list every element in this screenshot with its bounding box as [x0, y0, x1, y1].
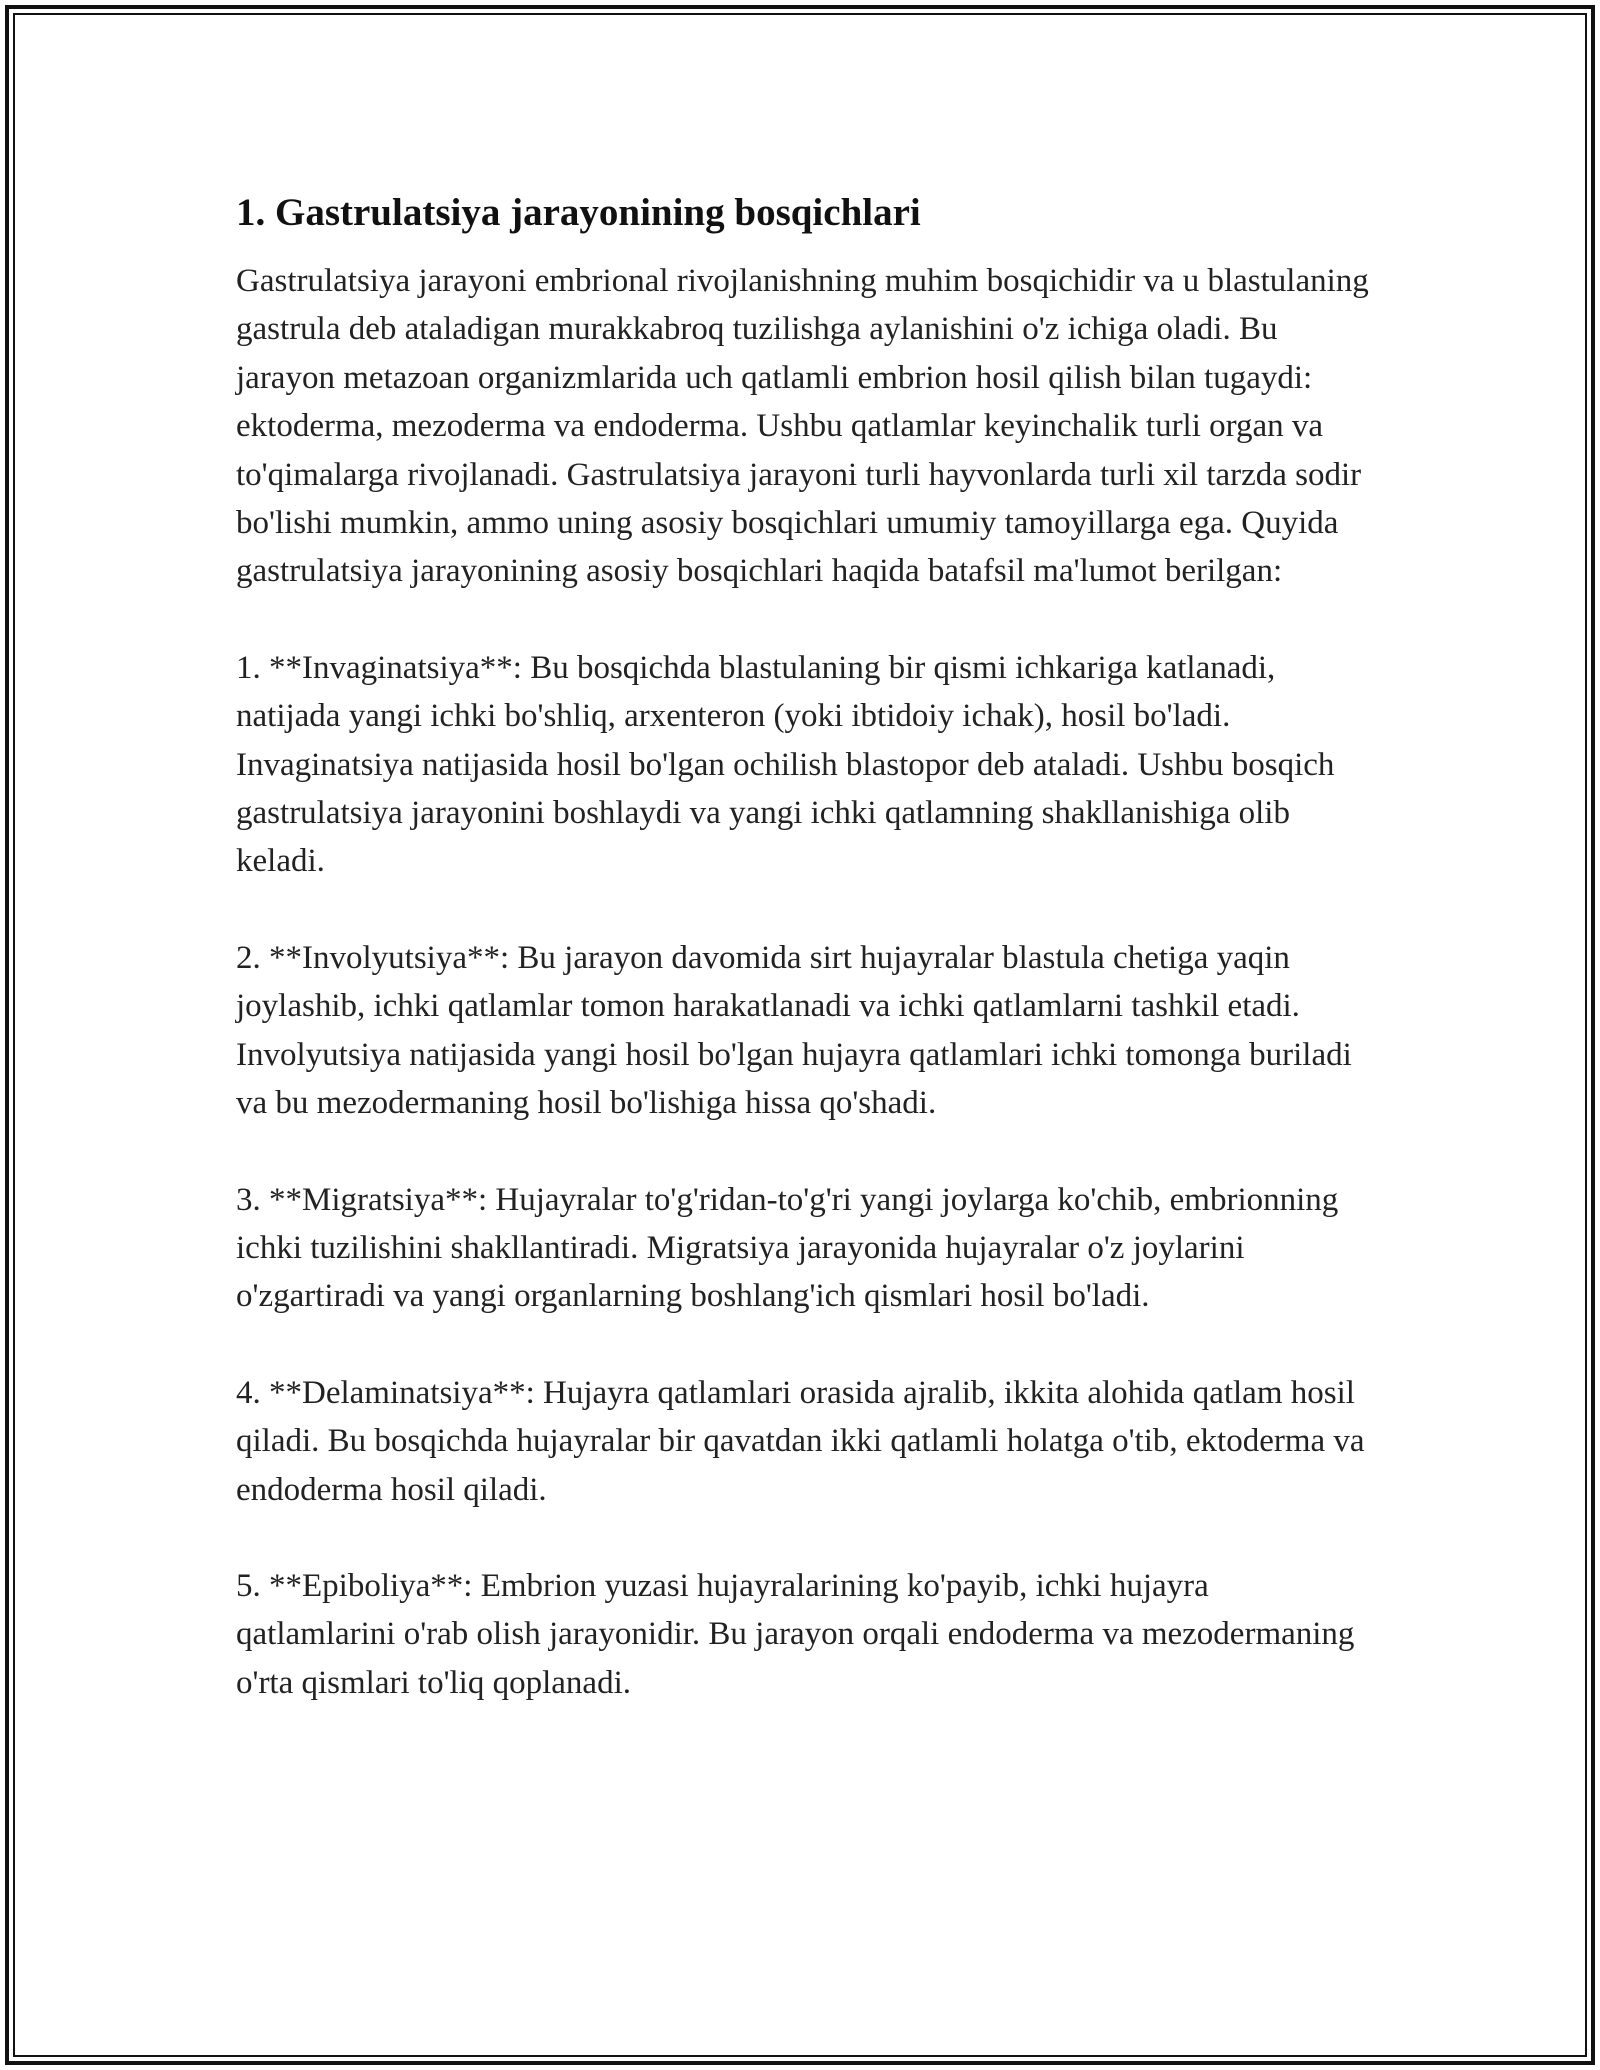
stage-migratsiya: 3. **Migratsiya**: Hujayralar to'g'ridan-to'g'ri yangi joylarga ko'chib, embrionning ichki tuzilishini shakllantiradi. Migratsiya jarayonida hujayralar o'z joylarini o'zgartiradi va yangi organlarning boshlang'ich qismlari hosil bo'ladi. [236, 1181, 1339, 1315]
stage-invaginatsiya: 1. **Invaginatsiya**: Bu bosqichda blastulaning bir qismi ichkariga katlanadi, natijada yangi ichki bo'shliq, arxenteron (yoki ibtidoiy ichak), hosil bo'ladi. Invaginatsiya natijasida hosil bo'lgan ochilish blastopor deb ataladi. Ushbu bosqich gastrulatsiya jarayonini boshlaydi va yangi ichki qatlamning shakllanishiga olib keladi. [236, 649, 1335, 880]
document-title: 1. Gastrulatsiya jarayonining bosqichlari [236, 191, 921, 234]
document-body [236, 185, 1376, 1755]
stage-delaminatsiya: 4. **Delaminatsiya**: Hujayra qatlamlari orasida ajralib, ikkita alohida qatlam hosil qiladi. Bu bosqichda hujayralar bir qavatdan ikki qatlamli holatga o'tib, ektoderma va endoderma hosil qiladi. [236, 1374, 1365, 1508]
intro-paragraph: Gastrulatsiya jarayoni embrional rivojlanishning muhim bosqichidir va u blastulaning gastrula deb ataladigan murakkabroq tuzilishga aylanishini o'z ichiga oladi. Bu jarayon metazoan organizmlarida uch qatlamli embrion hosil qilish bilan tugaydi: ektoderma, mezoderma va endoderma. Ushbu qatlamlar keyinchalik turli organ va to'qimalarga rivojlanadi. Gastrulatsiya jarayoni turli hayvonlarda turli xil tarzda sodir bo'lishi mumkin, ammo uning asosiy bosqichlari umumiy tamoyillarga ega. Quyida gastrulatsiya jarayonining asosiy bosqichlari haqida batafsil ma'lumot berilgan: [236, 263, 1369, 590]
stage-epiboliya: 5. **Epiboliya**: Embrion yuzasi hujayralarining ko'payib, ichki hujayra qatlamlarini o'rab olish jarayonidir. Bu jarayon orqali endoderma va mezodermaning o'rta qismlari to'liq qoplanadi. [236, 1567, 1355, 1701]
stage-involyutsiya: 2. **Involyutsiya**: Bu jarayon davomida sirt hujayralar blastula chetiga yaqin joylashib, ichki qatlamlar tomon harakatlanadi va ichki qatlamlarni tashkil etadi. Involyutsiya natijasida yangi hosil bo'lgan hujayra qatlamlari ichki tomonga buriladi va bu mezodermaning hosil bo'lishiga hissa qo'shadi. [236, 939, 1352, 1122]
